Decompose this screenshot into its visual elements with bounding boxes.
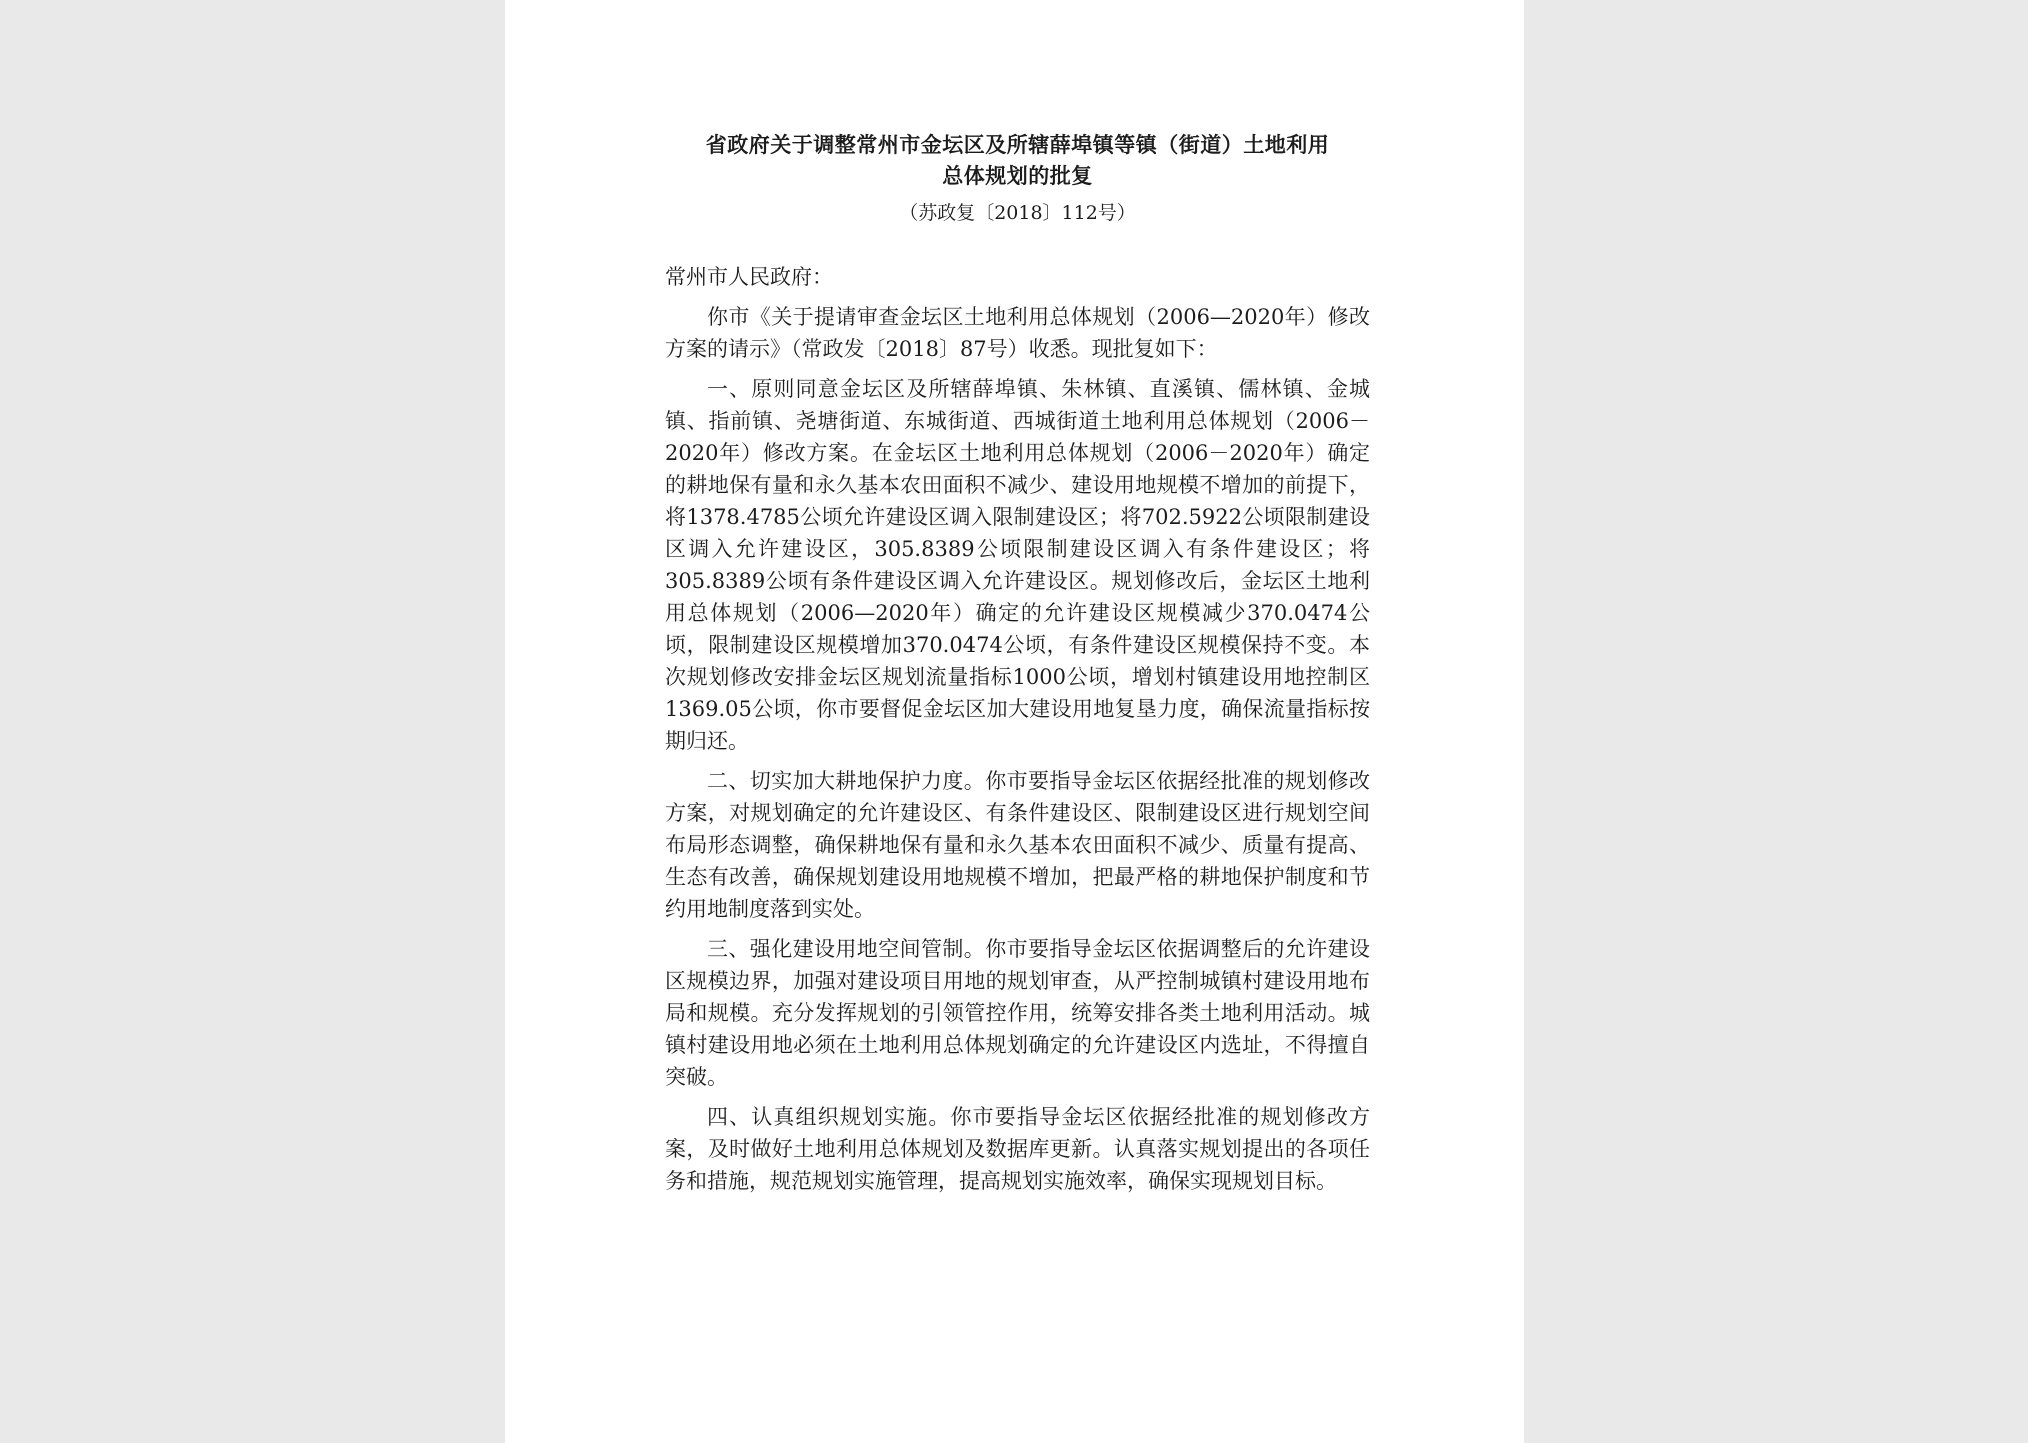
- paragraph-item-1: 一、原则同意金坛区及所辖薛埠镇、朱林镇、直溪镇、儒林镇、金城镇、指前镇、尧塘街道、东城街道、西城街道土地利用总体规划（2006－2020年）修改方案。在金坛区土地利用总体规划（2006－2020年）确定的耕地保有量和永久基本农田面积不减少、建设用地规模不增加的前提下，将1378.4785公顷允许建设区调入限制建设区；将702.5922公顷限制建设区调入允许建设区，305.8389公顷限制建设区调入有条件建设区；将305.8389公顷有条件建设区调入允许建设区。规划修改后，金坛区土地利用总体规划（2006—2020年）确定的允许建设区规模减少370.0474公顷，限制建设区规模增加370.0474公顷，有条件建设区规模保持不变。本次规划修改安排金坛区规划流量指标1000公顷，增划村镇建设用地控制区1369.05公顷，你市要督促金坛区加大建设用地复垦力度，确保流量指标按期归还。: [665, 377, 1370, 753]
- paragraph-intro: 你市《关于提请审查金坛区土地利用总体规划（2006—2020年）修改方案的请示》（常政发〔2018〕87号）收悉。现批复如下：: [665, 305, 1370, 361]
- salutation: 常州市人民政府：: [665, 265, 833, 289]
- document-content: [665, 130, 1370, 1197]
- document-title: [665, 130, 1370, 192]
- title-line-2: 总体规划的批复: [942, 164, 1093, 188]
- title-line-1: 省政府关于调整常州市金坛区及所辖薛埠镇等镇（街道）土地利用: [705, 133, 1330, 157]
- document-page: [505, 0, 1524, 1443]
- document-number: （苏政复〔2018〕112号）: [899, 202, 1136, 224]
- paragraph-item-4: 四、认真组织规划实施。你市要指导金坛区依据经批准的规划修改方案，及时做好土地利用总体规划及数据库更新。认真落实规划提出的各项任务和措施，规范规划实施管理，提高规划实施效率，确保实现规划目标。: [665, 1105, 1370, 1193]
- paragraph-item-2: 二、切实加大耕地保护力度。你市要指导金坛区依据经批准的规划修改方案，对规划确定的允许建设区、有条件建设区、限制建设区进行规划空间布局形态调整，确保耕地保有量和永久基本农田面积不减少、质量有提高、生态有改善，确保规划建设用地规模不增加，把最严格的耕地保护制度和节约用地制度落到实处。: [665, 769, 1370, 921]
- paragraph-item-3: 三、强化建设用地空间管制。你市要指导金坛区依据调整后的允许建设区规模边界，加强对建设项目用地的规划审查，从严控制城镇村建设用地布局和规模。充分发挥规划的引领管控作用，统筹安排各类土地利用活动。城镇村建设用地必须在土地利用总体规划确定的允许建设区内选址，不得擅自突破。: [665, 937, 1370, 1089]
